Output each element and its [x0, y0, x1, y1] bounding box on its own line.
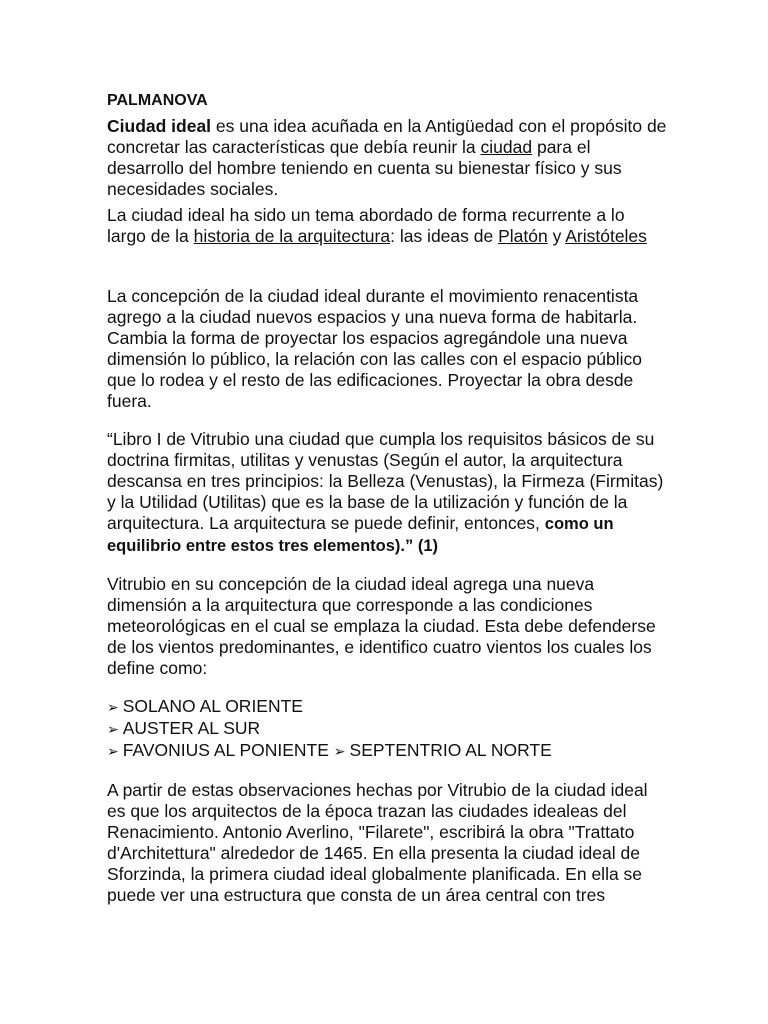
list-item	[107, 718, 667, 740]
paragraph-renaissance-cities: A partir de estas observaciones hechas por Vitrubio de la ciudad ideal es que los arquitectos de la época trazan las ciudades idealeas del Renacimiento. Antonio Averlino, "Filarete", escribirá la obra "Trattato d'Architettura" alrededor de 1465. En ella presenta la ciudad ideal de Sforzinda, la primera ciudad ideal globalmente planificada. En ella se puede ver una estructura que consta de un área central con tres	[107, 780, 648, 905]
arrow-bullet-icon: ➢	[333, 743, 346, 759]
paragraph-renaissance: La concepción de la ciudad ideal durante el movimiento renacentista agrego a la ciudad nuevos espacios y una nueva forma de habitarla. Cambia la forma de proyectar los espacios agregándole una nueva dimensión lo público, la relación con las calles con el espacio público que lo rodea y el resto de las edificaciones. Proyectar la obra desde fuera.	[107, 286, 643, 411]
arrow-bullet-icon: ➢	[107, 699, 119, 715]
arrow-bullet-icon: ➢	[107, 721, 119, 737]
link-aristoteles[interactable]: Aristóteles	[565, 226, 647, 246]
link-ciudad[interactable]: ciudad	[480, 137, 533, 157]
paragraph-intro	[107, 116, 667, 200]
paragraph-intro-text-1: es una idea acuñada en la Antigüedad con el propósito de concretar las características que debía reunir la	[107, 116, 667, 157]
link-historia-arquitectura[interactable]: historia de la arquitectura	[193, 226, 391, 246]
term-ciudad-ideal: Ciudad ideal	[107, 116, 212, 136]
arrow-bullet-icon: ➢	[107, 743, 119, 759]
wind-septentrio: SEPTENTRIO AL NORTE	[349, 740, 552, 760]
paragraph-history	[107, 205, 667, 247]
paragraph-intro-text-2: para el desarrollo del hombre teniendo en cuenta su bienestar físico y sus necesidades sociales.	[107, 137, 622, 199]
page-title: PALMANOVA	[107, 92, 208, 109]
wind-solano: SOLANO AL ORIENTE	[122, 696, 303, 716]
quote-bold-end: como un equilibrio entre estos tres elementos).” (1)	[107, 515, 614, 555]
paragraph-history-text-1: La ciudad ideal ha sido un tema abordado de forma recurrente a lo largo de la	[107, 205, 625, 246]
document-body	[107, 90, 667, 906]
paragraph-vitrubio-quote	[107, 429, 667, 557]
wind-auster: AUSTER AL SUR	[122, 718, 261, 738]
paragraph-history-text-2: : las ideas de	[390, 226, 499, 246]
winds-list	[107, 696, 667, 762]
quote-text: “Libro I de Vitrubio una ciudad que cumpla los requisitos básicos de su doctrina firmitas, utilitas y venustas (Según el autor, la arquitectura descansa en tres principios: la Belleza (Venustas), la Firmeza (Firmitas) y la Utilidad (Utilitas) que es la base de la utilización y función de la arquitectura. La arquitectura se puede definir, entonces,	[107, 429, 664, 533]
paragraph-winds: Vitrubio en su concepción de la ciudad ideal agrega una nueva dimensión a la arquitectura que corresponde a las condiciones meteorológicas en el cual se emplaza la ciudad. Esta debe defenderse de los vientos predominantes, e identifico cuatro vientos los cuales los define como:	[107, 574, 656, 678]
wind-favonius: FAVONIUS AL PONIENTE	[122, 740, 329, 760]
list-item	[107, 740, 667, 762]
paragraph-history-text-3: y	[547, 226, 566, 246]
list-item	[107, 696, 667, 718]
link-platon[interactable]: Platón	[498, 226, 548, 246]
